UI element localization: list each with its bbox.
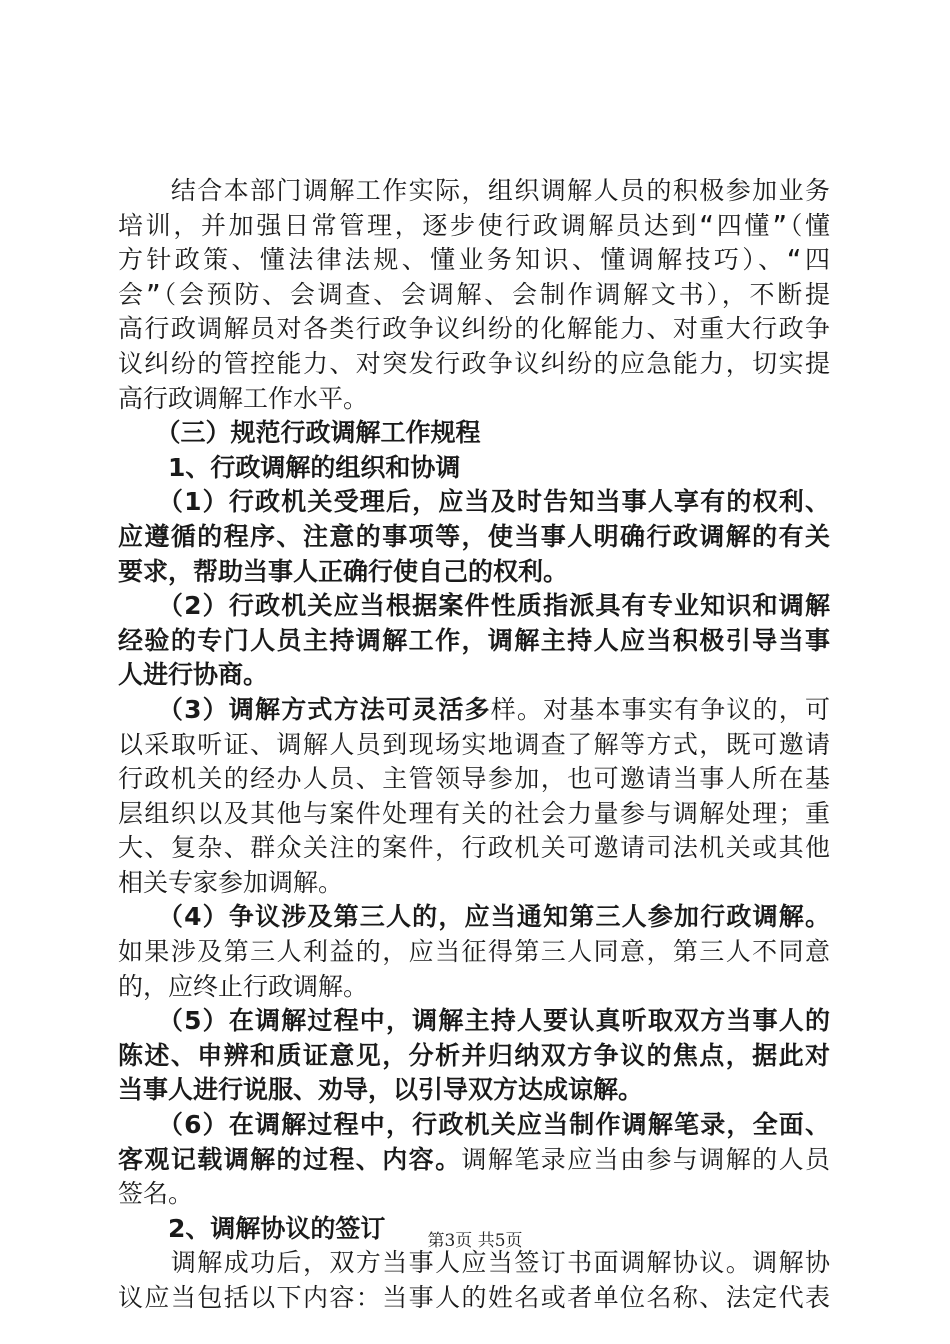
text-line — [118, 693, 830, 728]
text-line: （6）在调解过程中，行政机关应当制作调解笔录，全面、 — [118, 1110, 830, 1140]
text-line: 签名。 — [118, 1179, 194, 1209]
text-line — [118, 1143, 830, 1178]
text-line: （1）行政机关受理后，应当及时告知当事人享有的权利、 — [118, 487, 830, 517]
bold-segment: （3）调解方式方法可灵活多 — [118, 694, 491, 724]
text-line: 高行政调解工作水平。 — [118, 383, 369, 413]
text-line: 培训，并加强日常管理，逐步使行政调解员达到“四懂”（懂 — [118, 210, 830, 240]
text-line: 人进行协商。 — [118, 660, 269, 690]
text-line: 的，应终止行政调解。 — [118, 971, 369, 1001]
text-line: 结合本部门调解工作实际，组织调解人员的积极参加业务 — [118, 176, 830, 205]
text-line: （2）行政机关应当根据案件性质指派具有专业知识和调解 — [118, 591, 830, 621]
text-line: 议应当包括以下内容：当事人的姓名或者单位名称、法定代表 — [118, 1283, 830, 1312]
text-line: 应遵循的程序、注意的事项等，使当事人明确行政调解的有关 — [118, 521, 830, 551]
text-line: （5）在调解过程中，调解主持人要认真听取双方当事人的 — [118, 1006, 830, 1036]
text-line: 要求，帮助当事人正确行使自己的权利。 — [118, 556, 569, 586]
text-line: （4）争议涉及第三人的，应当通知第三人参加行政调解。 — [118, 902, 830, 932]
text-line: 如果涉及第三人利益的，应当征得第三人同意，第三人不同意 — [118, 937, 830, 967]
light-segment: 调解笔录应当由参与调解的人员 — [461, 1144, 830, 1174]
text-line: 经验的专门人员主持调解工作，调解主持人应当积极引导当事 — [118, 625, 830, 655]
text-line: （三）规范行政调解工作规程 — [118, 418, 481, 448]
text-line: 以采取听证、调解人员到现场实地调查了解等方式，既可邀请 — [118, 729, 830, 759]
text-line: 2、调解协议的签订 — [118, 1213, 386, 1243]
bold-segment: 客观记载调解的过程、内容。 — [118, 1144, 462, 1174]
text-line: 当事人进行说服、劝导，以引导双方达成谅解。 — [118, 1075, 644, 1105]
text-line: 层组织以及其他与案件处理有关的社会力量参与调解处理；重 — [118, 798, 830, 828]
document-body — [118, 174, 830, 1316]
text-line: 议纠纷的管控能力、对突发行政争议纠纷的应急能力，切实提 — [118, 348, 830, 378]
text-line: 相关专家参加调解。 — [118, 867, 344, 897]
text-line: 高行政调解员对各类行政争议纠纷的化解能力、对重大行政争 — [118, 314, 830, 344]
text-line: 陈述、申辨和质证意见，分析并归纳双方争议的焦点，据此对 — [118, 1040, 830, 1070]
text-line: 1、行政调解的组织和协调 — [118, 452, 461, 482]
page-footer: 第3页 共5页 — [427, 1231, 523, 1251]
text-line: 大、复杂、群众关注的案件，行政机关可邀请司法机关或其他 — [118, 833, 830, 863]
text-line: 行政机关的经办人员、主管领导参加，也可邀请当事人所在基 — [118, 764, 830, 794]
text-line: 方针政策、懂法律法规、懂业务知识、懂调解技巧）、“四 — [118, 245, 830, 275]
text-line: 调解成功后，双方当事人应当签订书面调解协议。调解协 — [118, 1248, 830, 1278]
text-line: 会”（会预防、会调查、会调解、会制作调解文书），不断提 — [118, 279, 830, 309]
light-segment: 样。对基本事实有争议的，可 — [490, 694, 830, 724]
